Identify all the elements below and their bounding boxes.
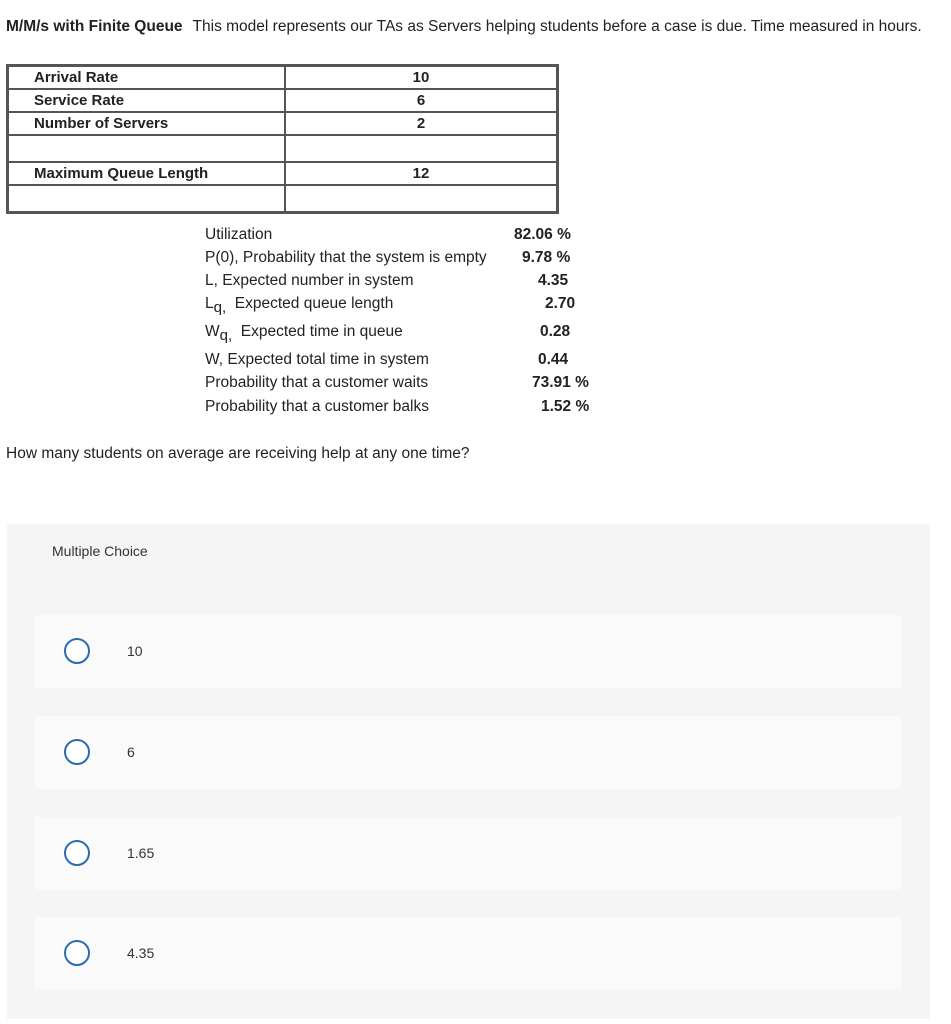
param-value: 12	[285, 162, 557, 185]
result-value: 0.44	[538, 351, 569, 368]
intro-text	[6, 15, 926, 38]
result-value: 1.52 %	[541, 398, 590, 415]
param-value: 6	[285, 89, 557, 112]
param-label: Maximum Queue Length	[8, 162, 285, 185]
table-row	[8, 162, 557, 185]
choice-option[interactable]	[35, 917, 901, 990]
result-value: 9.78 %	[522, 249, 571, 266]
result-label: W, Expected total time in system	[205, 351, 429, 368]
param-label: Arrival Rate	[8, 66, 285, 89]
parameters-table	[6, 64, 559, 214]
result-value: 0.28	[540, 323, 571, 340]
param-value: 2	[285, 112, 557, 135]
result-label: Utilization	[205, 226, 273, 243]
param-value	[285, 135, 557, 162]
param-label: Number of Servers	[8, 112, 285, 135]
table-row	[8, 89, 557, 112]
result-label-wq	[205, 323, 403, 344]
radio-button[interactable]	[64, 638, 90, 664]
result-label-main: W	[205, 323, 220, 340]
result-label-sub: q,	[219, 327, 233, 344]
radio-button[interactable]	[64, 739, 90, 765]
choice-option[interactable]	[35, 817, 901, 890]
radio-button[interactable]	[64, 840, 90, 866]
param-value: 10	[285, 66, 557, 89]
result-label-lq	[205, 295, 394, 316]
result-label: Probability that a customer waits	[205, 374, 429, 391]
result-label: L, Expected number in system	[205, 272, 414, 289]
table-row	[8, 135, 557, 162]
model-title: M/M/s with Finite Queue	[6, 18, 183, 35]
multiple-choice-header: Multiple Choice	[52, 543, 148, 559]
table-row	[8, 185, 557, 212]
radio-button[interactable]	[64, 940, 90, 966]
model-description: This model represents our TAs as Servers helping students before a case is due. Time measured in hours.	[192, 18, 922, 35]
choice-option[interactable]	[35, 716, 901, 789]
param-value	[285, 185, 557, 212]
result-label: Probability that a customer balks	[205, 398, 429, 415]
result-label: P(0), Probability that the system is empty	[205, 249, 487, 266]
result-value: 2.70	[545, 295, 576, 312]
table-row	[8, 66, 557, 89]
result-label-rest: Expected time in queue	[240, 323, 403, 340]
choice-label: 6	[127, 744, 135, 760]
choice-label: 4.35	[127, 945, 155, 961]
result-value: 73.91 %	[532, 374, 589, 391]
choice-option[interactable]	[35, 615, 901, 688]
param-label	[8, 185, 285, 212]
param-label	[8, 135, 285, 162]
result-value: 4.35	[538, 272, 569, 289]
param-label: Service Rate	[8, 89, 285, 112]
multiple-choice-panel	[7, 524, 930, 1019]
question-text: How many students on average are receiving help at any one time?	[6, 445, 470, 462]
choice-label: 1.65	[127, 845, 155, 861]
result-label-rest: Expected queue length	[234, 295, 394, 312]
result-value: 82.06 %	[514, 226, 571, 243]
choice-label: 10	[127, 643, 143, 659]
table-row	[8, 112, 557, 135]
result-label-sub: q,	[213, 299, 227, 316]
result-label-main: L	[205, 295, 214, 312]
